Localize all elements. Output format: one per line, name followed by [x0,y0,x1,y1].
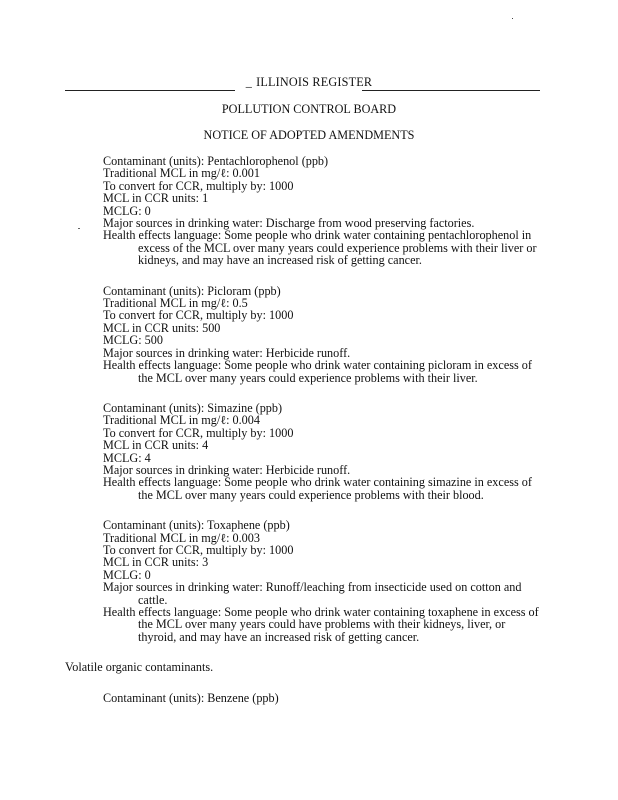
mclg-line: MCLG: 0 [103,203,151,218]
sources-line: Major sources in drinking water: Herbicide runoff. [103,462,351,477]
scan-speck [512,18,513,19]
convert-line: To convert for CCR, multiply by: 1000 [103,308,294,323]
health-effects-paragraph: Health effects language: Some people who drink water containing simazine in excess of the MCL over many years could experience problems with their blood. [103,475,532,502]
health-effects-paragraph: Health effects language: Some people who drink water containing toxaphene in excess of the MCL over many years could have problems with their kidneys, liver, or thyroid, and may have an increased risk of getting cancer. [103,605,539,644]
contaminant-line: Contaminant (units): Pentachlorophenol (ppb) [103,154,329,168]
register-title-lead: _ [245,75,253,89]
contaminant-line: Contaminant (units): Toxaphene (ppb) [103,518,290,533]
mcl-ccr-line: MCL in CCR units: 1 [103,191,209,206]
convert-line: To convert for CCR, multiply by: 1000 [103,178,294,193]
header-rule-right [362,90,540,91]
mcl-ccr-line: MCL in CCR units: 4 [103,438,209,453]
sources-line: Major sources in drinking water: Discharge from wood preserving factories. [103,216,475,231]
traditional-mcl-line: Traditional MCL in mg/ℓ: 0.5 [103,296,248,311]
mcl-ccr-line: MCL in CCR units: 500 [103,320,221,335]
traditional-mcl-line: Traditional MCL in mg/ℓ: 0.004 [103,413,260,428]
convert-line: To convert for CCR, multiply by: 1000 [103,542,294,557]
contaminant-line: Contaminant (units): Benzene (ppb) [103,690,279,705]
mclg-line: MCLG: 500 [103,333,163,348]
convert-line: To convert for CCR, multiply by: 1000 [103,425,294,440]
contaminant-entry-simazine [103,402,543,501]
mcl-ccr-line: MCL in CCR units: 3 [103,555,209,570]
health-effects-paragraph: Health effects language: Some people who drink water containing picloram in excess of the MCL over many years could experience problems with their liver. [103,358,532,385]
header-rule-left [65,90,235,91]
health-effects-paragraph: Health effects language: Some people who drink water containing pentachlorophenol in excess of the MCL over many years could experience problems with their liver or kidneys, and may have an increased risk of getting cancer. [103,228,537,268]
section-heading-volatile-organics: Volatile organic contaminants. [65,660,214,675]
mclg-line: MCLG: 4 [103,450,151,465]
sources-line: Major sources in drinking water: Runoff/leaching from insecticide used on cotton and cattle. [103,580,522,607]
contaminant-entry-pentachlorophenol [103,155,543,267]
register-title [0,76,618,88]
board-title: POLLUTION CONTROL BOARD [221,102,397,116]
contaminant-entry-picloram [103,285,543,384]
contaminant-line: Contaminant (units): Picloram (ppb) [103,283,281,298]
scan-margin-mark [78,228,80,229]
contaminant-entry-benzene [103,692,543,704]
register-title-text: ILLINOIS REGISTER [256,75,373,89]
traditional-mcl-line: Traditional MCL in mg/ℓ: 0.003 [103,530,260,545]
traditional-mcl-line: Traditional MCL in mg/ℓ: 0.001 [103,166,260,181]
document-body [65,154,543,722]
contaminant-line: Contaminant (units): Simazine (ppb) [103,400,283,415]
contaminant-entry-toxaphene [103,519,543,643]
notice-title: NOTICE OF ADOPTED AMENDMENTS [203,128,415,142]
sources-line: Major sources in drinking water: Herbicide runoff. [103,345,351,360]
mclg-line: MCLG: 0 [103,567,151,582]
